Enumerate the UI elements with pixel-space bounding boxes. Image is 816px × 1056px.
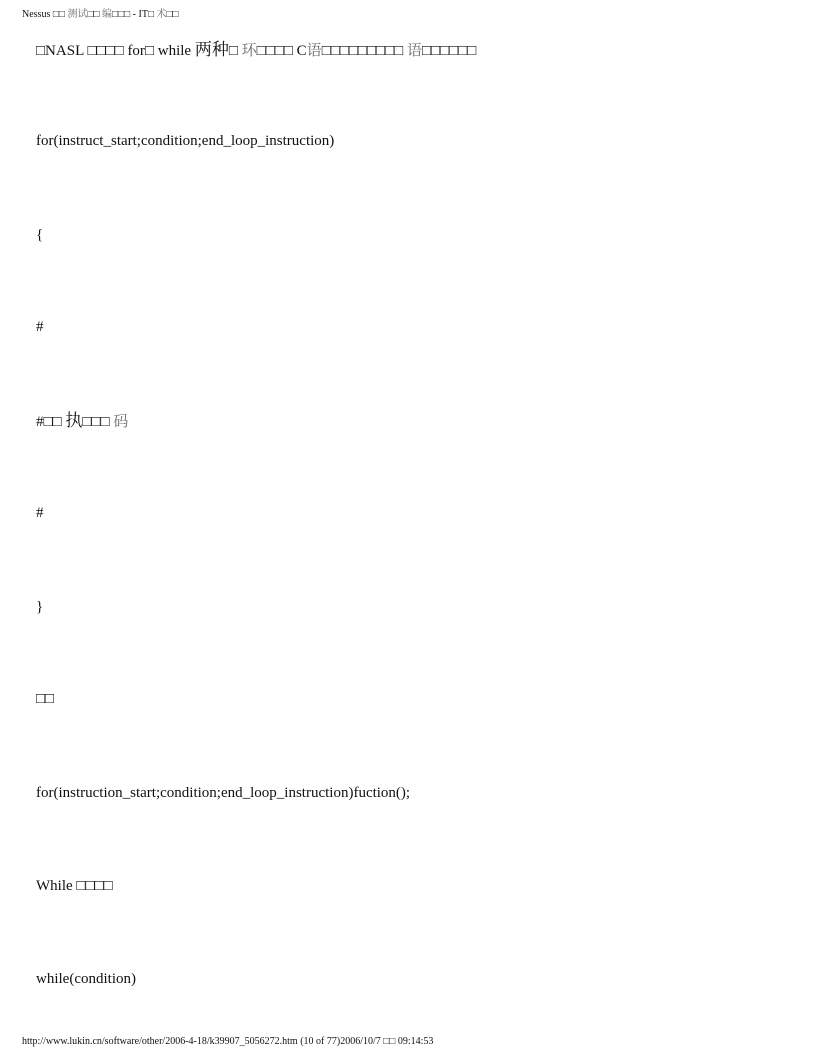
footer-time: 09:14:53 bbox=[397, 1036, 434, 1047]
header-text: 编 bbox=[102, 9, 113, 20]
header-text: □□ bbox=[87, 9, 103, 20]
page-footer bbox=[22, 1036, 433, 1047]
line-text: □ bbox=[228, 43, 242, 59]
footer-ampm: □□ bbox=[383, 1036, 398, 1047]
line-text: 语 bbox=[406, 43, 422, 59]
code-line: # bbox=[36, 319, 44, 335]
line-text: □□□□ bbox=[76, 878, 113, 894]
code-line: while(condition) bbox=[36, 971, 136, 987]
line-text: □□□□ bbox=[87, 43, 128, 59]
header-text: 测试 bbox=[67, 9, 88, 20]
footer-url: http://www.lukin.cn/software/other/2006-4-18/k39907_5056272.htm (10 of 77)2006/10/7 bbox=[22, 1036, 384, 1047]
line-text: While bbox=[36, 878, 77, 894]
code-line: # bbox=[36, 505, 44, 521]
line-text: □ while bbox=[144, 43, 195, 59]
header-text: Nessus bbox=[22, 9, 53, 20]
line-text: □□ bbox=[43, 414, 66, 430]
line-text: for bbox=[127, 43, 145, 59]
line-text: 两种 bbox=[194, 40, 229, 59]
header-text: □ bbox=[147, 9, 157, 20]
line-text: 环 bbox=[241, 43, 257, 59]
header-text: - IT bbox=[130, 9, 148, 20]
paragraph-line: □□ bbox=[36, 691, 55, 707]
header-text: □□ bbox=[166, 9, 179, 20]
line-text: □NASL bbox=[36, 43, 88, 59]
code-line: for(instruct_start;condition;end_loop_instruction) bbox=[36, 133, 335, 149]
line-text: 语 bbox=[306, 43, 322, 59]
line-text: □□□□ bbox=[256, 43, 297, 59]
line-text: 码 bbox=[113, 414, 129, 430]
code-line: for(instruction_start;condition;end_loop_instruction)fuction(); bbox=[36, 785, 411, 801]
header-text: 术 bbox=[156, 9, 167, 20]
line-text: # bbox=[36, 414, 44, 430]
line-text: 执 bbox=[65, 411, 83, 430]
line-text: C bbox=[296, 43, 307, 59]
line-text: □□□ bbox=[82, 414, 114, 430]
code-line: { bbox=[36, 227, 44, 243]
code-comment-line bbox=[36, 411, 128, 432]
paragraph-line bbox=[36, 876, 113, 896]
line-text: □□□□□□□□□ bbox=[321, 43, 407, 59]
paragraph-line bbox=[36, 40, 476, 61]
page-header bbox=[22, 5, 179, 20]
header-text: □□ bbox=[52, 9, 68, 20]
line-text: □□□□□□ bbox=[422, 43, 477, 59]
code-line: } bbox=[36, 599, 44, 615]
header-text: □□□ bbox=[112, 9, 131, 20]
